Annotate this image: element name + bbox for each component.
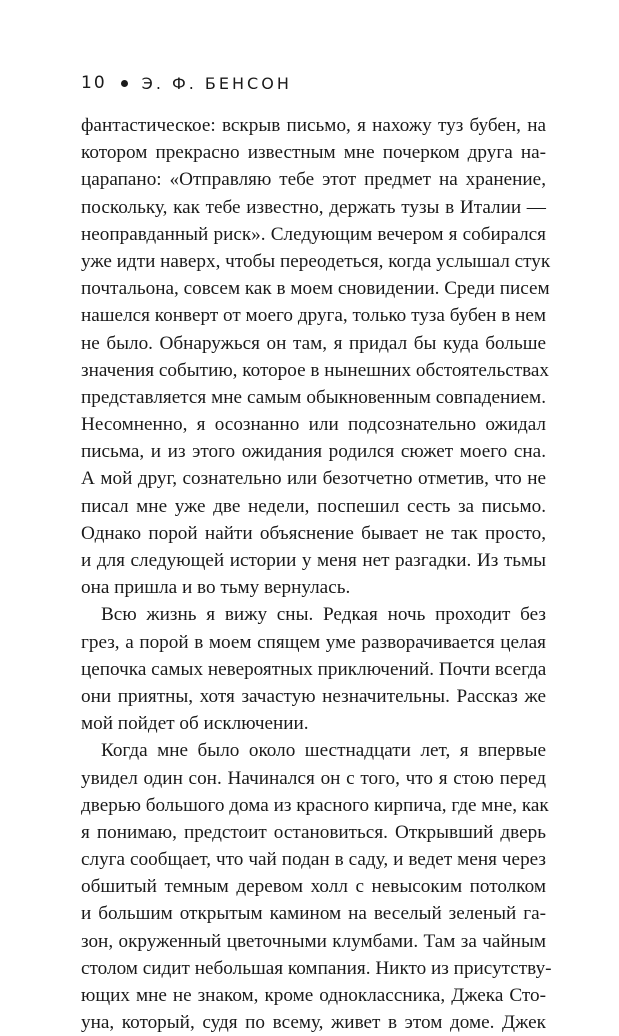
running-head bbox=[81, 73, 292, 93]
text-line: Всю жизнь я вижу сны. Редкая ночь проходит без bbox=[101, 604, 546, 626]
text-line: почтальона, совсем как в моем сновидении. Среди писем bbox=[81, 278, 550, 300]
text-line: дверью большого дома из красного кирпича, где мне, как bbox=[81, 794, 549, 816]
body-text bbox=[81, 112, 552, 1036]
text-line: она пришла и во тьму вернулась. bbox=[81, 577, 351, 599]
text-line: поскольку, как тебе известно, держать тузы в Италии — bbox=[81, 196, 546, 218]
text-line: представляется мне самым обыкновенным совпадением. bbox=[81, 386, 546, 408]
text-line: столом сидит небольшая компания. Никто из присутству- bbox=[81, 957, 552, 979]
text-line: обшитый темным деревом холл с невысоким потолком bbox=[81, 876, 546, 898]
page-number: 10 bbox=[81, 73, 107, 93]
text-line: уна, который, судя по всему, живет в этом доме. Джек bbox=[81, 1012, 546, 1034]
running-head-author: Э. Ф. БЕНСОН bbox=[141, 73, 292, 93]
text-line: не было. Обнаружься он там, я придал бы куда больше bbox=[81, 332, 546, 354]
text-line: мой пойдет об исключении. bbox=[81, 713, 309, 735]
text-line: Несомненно, я осознанно или подсознательно ожидал bbox=[81, 414, 546, 436]
text-line: нашелся конверт от моего друга, только туза бубен в нем bbox=[81, 305, 546, 327]
text-line: зон, окруженный цветочными клумбами. Там за чайным bbox=[81, 930, 546, 952]
text-line: царапано: «Отправляю тебе этот предмет на хранение, bbox=[81, 169, 546, 191]
text-line: неоправданный риск». Следующим вечером я собирался bbox=[81, 223, 546, 245]
text-line: значения событию, которое в нынешних обстоятельствах bbox=[81, 359, 550, 381]
text-line: слуга сообщает, что чай подан в саду, и ведет меня через bbox=[81, 849, 546, 871]
text-line: ющих мне не знаком, кроме одноклассника, Джека Сто- bbox=[81, 985, 546, 1006]
text-line: письма, и из этого ожидания родился сюжет моего сна. bbox=[81, 441, 546, 463]
text-line: я понимаю, предстоит остановиться. Открывший дверь bbox=[81, 821, 546, 843]
text-line: котором прекрасно известным мне почерком друга на- bbox=[81, 142, 546, 164]
text-line: увидел один сон. Начинался он с того, что я стою перед bbox=[81, 767, 546, 789]
text-line: и большим открытым камином на веселый зеленый га- bbox=[81, 903, 546, 925]
text-line: А мой друг, сознательно или безотчетно отметив, что не bbox=[81, 468, 546, 490]
text-line: Когда мне было около шестнадцати лет, я впервые bbox=[101, 740, 546, 762]
text-line: они приятны, хотя зачастую незначительны. Рассказ же bbox=[81, 685, 546, 707]
text-line: уже идти наверх, чтобы переодеться, когда услышал стук bbox=[81, 250, 551, 272]
text-line: и для следующей истории у меня нет разгадки. Из тьмы bbox=[81, 550, 546, 571]
text-line: писал мне уже две недели, поспешил сесть за письмо. bbox=[81, 495, 546, 517]
bullet-separator-icon bbox=[121, 80, 128, 87]
text-line: грез, а порой в моем спящем уме разворачивается целая bbox=[81, 631, 546, 653]
text-line: Однако порой найти объяснение бывает не так просто, bbox=[81, 522, 546, 544]
text-line: фантастическое: вскрыв письмо, я нахожу туз бубен, на bbox=[81, 115, 546, 136]
text-line: цепочка самых невероятных приключений. Почти всегда bbox=[81, 658, 547, 680]
